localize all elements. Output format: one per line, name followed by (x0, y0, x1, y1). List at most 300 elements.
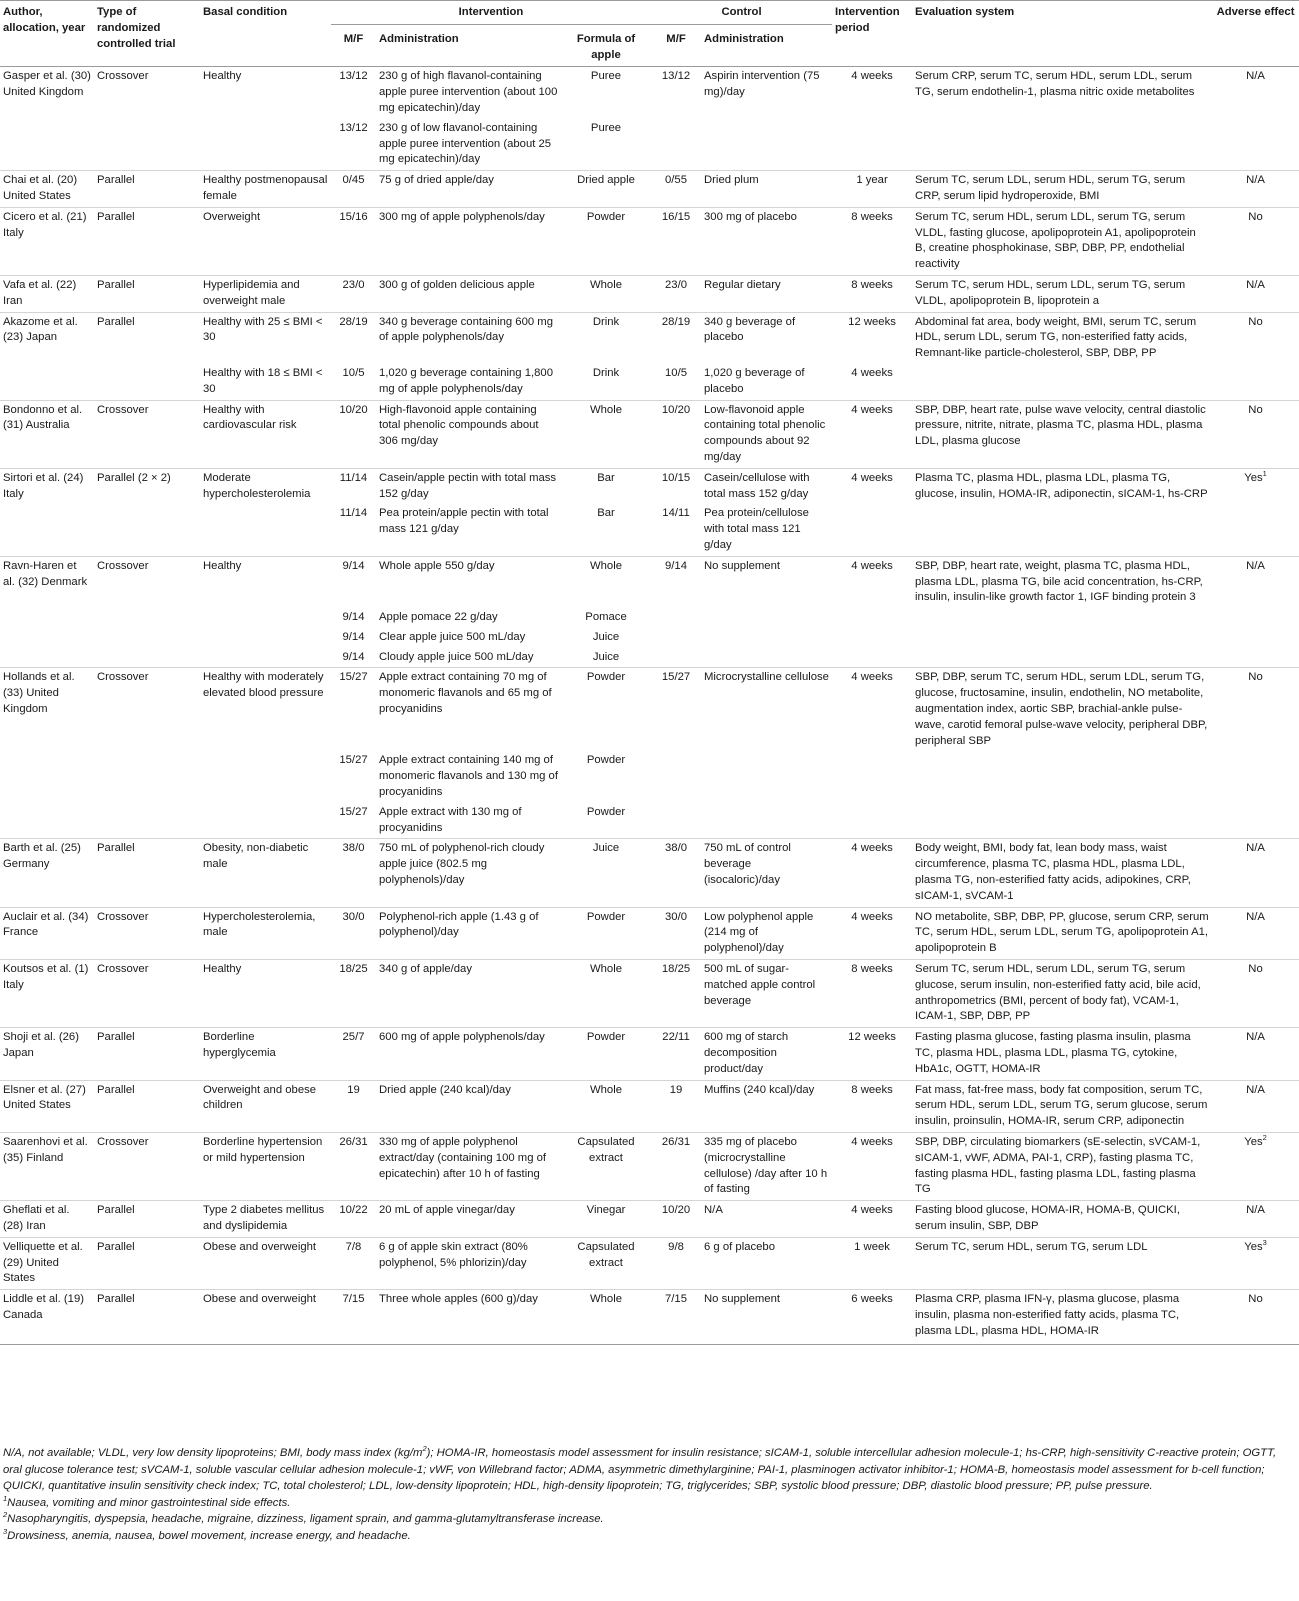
cell-control-administration-text: Dried plum (704, 174, 759, 187)
cell-control-administration (701, 468, 832, 504)
cell-evaluation-system (912, 907, 1212, 959)
table-row (0, 468, 1299, 504)
cell-adverse-effect (1212, 207, 1299, 275)
cell-evaluation-system-text: SBP, DBP, serum TC, serum HDL, serum LDL, serum TG, glucose, fructosamine, insulin, endothelin, NO metabolite, augmentation index, aortic SBP, brachial-ankle pulse-wave, carotid femoral pulse-wave velocity, peripheral DBP, peripheral SBP (915, 671, 1208, 747)
cell-intervention-mf-text: 10/20 (339, 403, 368, 416)
cell-intervention-mf-text: 15/27 (339, 754, 368, 767)
cell-formula-of-apple (561, 171, 651, 208)
cell-intervention-administration-text: Cloudy apple juice 500 mL/day (379, 650, 534, 663)
cell-evaluation-system-text: Body weight, BMI, body fat, lean body mass, waist circumference, plasma TC, plasma HDL, plasma LDL, plasma TG, non-esterified fatty acids, adipokines, CRP, sICAM-1, sVCAM-1 (915, 842, 1191, 902)
cell-intervention-period (832, 400, 912, 468)
cell-intervention-period (832, 1133, 912, 1201)
cell-intervention-mf-text: 9/14 (342, 559, 365, 572)
cell-control-mf-text: 16/15 (661, 210, 691, 223)
cell-evaluation-system (912, 556, 1212, 608)
cell-author (0, 275, 94, 312)
cell-intervention-administration-text: 1,020 g beverage containing 1,800 mg of apple polyphenols/day (379, 366, 553, 395)
table-row (0, 67, 1299, 119)
cell-evaluation-system-text: Serum TC, serum HDL, serum LDL, serum TG, serum glucose, serum insulin, non-esterified fatty acid, bile acid, anthropometrics (BMI, percent of body fat), VCAM-1, ICAM-1, SBP, DBP, PP (915, 963, 1201, 1023)
superscript-2: 2 (422, 1444, 427, 1454)
cell-author (0, 960, 94, 1028)
cell-intervention-administration-text: 230 g of high flavanol-containing apple puree intervention (about 100 mg epicatechin)/day (379, 70, 558, 114)
cell-intervention-administration-text: Three whole apples (600 g)/day (379, 1293, 538, 1306)
cell-control-administration (701, 504, 832, 556)
cell-formula-of-apple-text: Dried apple (577, 174, 635, 187)
cell-control-administration-text: Muffins (240 kcal)/day (704, 1083, 815, 1096)
cell-control-administration (701, 1028, 832, 1080)
table-row (0, 275, 1299, 312)
cell-evaluation-system (912, 960, 1212, 1028)
cell-intervention-period (832, 504, 912, 556)
cell-basal-condition-text: Healthy with 18 ≤ BMI < 30 (203, 366, 323, 395)
cell-intervention-administration-text: 6 g of apple skin extract (80% polyphenol, 5% phlorizin)/day (379, 1240, 528, 1269)
footnote-2 (3, 1511, 1298, 1528)
adverse-footnote-mark: 3 (1262, 1238, 1267, 1248)
cell-rct-type (94, 504, 200, 556)
cell-control-administration-text: N/A (704, 1204, 723, 1217)
cell-intervention-period (832, 1237, 912, 1289)
cell-author (0, 1080, 94, 1132)
cell-intervention-administration-text: 340 g of apple/day (379, 963, 472, 976)
cell-adverse-effect (1212, 648, 1299, 668)
cell-rct-type (94, 400, 200, 468)
table-row (0, 1028, 1299, 1080)
cell-intervention-mf-text: 38/0 (342, 842, 365, 855)
cell-author (0, 648, 94, 668)
cell-intervention-administration-text: 600 mg of apple polyphenols/day (379, 1031, 545, 1044)
cell-intervention-period-text: 8 weeks (851, 278, 893, 291)
cell-adverse-effect-text: No (1248, 210, 1263, 223)
footnote-text: Drowsiness, anemia, nausea, bowel movement, increase energy, and headache. (7, 1529, 411, 1542)
cell-evaluation-system (912, 400, 1212, 468)
table-row (0, 1133, 1299, 1201)
cell-control-administration (701, 1237, 832, 1289)
cell-intervention-mf-text: 11/14 (339, 471, 368, 484)
cell-adverse-effect (1212, 1201, 1299, 1238)
cell-adverse-effect-text: N/A (1246, 559, 1265, 572)
cell-intervention-period (832, 803, 912, 839)
cell-intervention-administration (376, 504, 561, 556)
cell-rct-type-text: Crossover (97, 70, 149, 83)
cell-intervention-mf-text: 28/19 (339, 315, 368, 328)
cell-evaluation-system-text: NO metabolite, SBP, DBP, PP, glucose, serum CRP, serum TC, serum HDL, serum LDL, serum TG, apolipoprotein A1, apolipoprotein B (915, 910, 1209, 955)
cell-author-text: Liddle et al. (19) Canada (3, 1293, 85, 1321)
cell-author (0, 556, 94, 608)
cell-basal-condition-text: Borderline hyperglycemia (203, 1031, 276, 1060)
cell-formula-of-apple (561, 1133, 651, 1201)
cell-intervention-period (832, 207, 912, 275)
cell-evaluation-system (912, 648, 1212, 668)
cell-intervention-mf-text: 15/27 (339, 805, 368, 818)
cell-intervention-administration (376, 364, 561, 400)
cell-formula-of-apple (561, 556, 651, 608)
table-row (0, 364, 1299, 400)
cell-basal-condition-text: Healthy (203, 963, 242, 976)
cell-rct-type-text: Parallel (97, 1293, 135, 1306)
cell-basal-condition (200, 1028, 331, 1080)
cell-control-mf (651, 751, 701, 802)
cell-control-mf-text: 22/11 (662, 1031, 690, 1044)
cell-intervention-mf (331, 504, 376, 556)
cell-intervention-administration (376, 1290, 561, 1344)
cell-formula-of-apple (561, 1290, 651, 1344)
cell-intervention-mf (331, 960, 376, 1028)
cell-intervention-mf-text: 15/27 (339, 671, 368, 684)
cell-intervention-period-text: 4 weeks (851, 559, 893, 572)
cell-intervention-mf-text: 9/14 (342, 630, 365, 643)
cell-control-administration (701, 400, 832, 468)
cell-control-mf (651, 960, 701, 1028)
cell-adverse-effect-text: N/A (1246, 174, 1265, 187)
cell-basal-condition-text: Healthy (203, 559, 242, 572)
cell-control-mf-text: 10/15 (661, 471, 691, 484)
cell-intervention-period (832, 1201, 912, 1238)
cell-adverse-effect (1212, 907, 1299, 959)
abbreviations-text-start: N/A, not available; VLDL, very low density lipoproteins; BMI, body mass index (kg/m (3, 1447, 423, 1459)
cell-formula-of-apple (561, 275, 651, 312)
cell-evaluation-system-text: SBP, DBP, circulating biomarkers (sE-selectin, sVCAM-1, sICAM-1, vWF, ADMA, PAI-1, CRP), fasting plasma TC, fasting plasma HDL, fasting plasma LDL, fasting plasma TG (915, 1136, 1201, 1196)
cell-control-administration (701, 171, 832, 208)
cell-intervention-administration-text: 340 g beverage containing 600 mg of apple polyphenols/day (379, 315, 553, 344)
cell-intervention-administration (376, 171, 561, 208)
cell-basal-condition-text: Hypercholesterolemia, male (203, 910, 316, 939)
cell-formula-of-apple-text: Puree (590, 70, 622, 83)
cell-control-administration (701, 67, 832, 119)
cell-rct-type (94, 608, 200, 628)
cell-formula-of-apple-text: Juice (592, 842, 620, 855)
cell-rct-type (94, 1201, 200, 1238)
cell-basal-condition-text: Overweight (203, 210, 261, 223)
cell-evaluation-system (912, 468, 1212, 504)
cell-intervention-period-text: 4 weeks (851, 70, 893, 83)
cell-evaluation-system (912, 1201, 1212, 1238)
cell-intervention-period (832, 556, 912, 608)
cell-intervention-mf (331, 67, 376, 119)
cell-adverse-effect (1212, 1080, 1299, 1132)
cell-control-administration (701, 312, 832, 364)
cell-formula-of-apple-text: Capsulated extract (577, 1136, 635, 1164)
cell-basal-condition (200, 803, 331, 839)
cell-intervention-period-text: 4 weeks (851, 1136, 893, 1148)
header-control-administration: Administration (701, 24, 832, 67)
cell-basal-condition-text: Obese and overweight (203, 1240, 317, 1253)
cell-intervention-administration-text: Pea protein/apple pectin with total mass 121 g/day (379, 507, 549, 536)
cell-evaluation-system (912, 803, 1212, 839)
cell-intervention-mf (331, 275, 376, 312)
cell-intervention-period (832, 1290, 912, 1344)
cell-adverse-effect (1212, 556, 1299, 608)
cell-intervention-administration (376, 1237, 561, 1289)
cell-control-mf (651, 504, 701, 556)
cell-intervention-administration (376, 1080, 561, 1132)
cell-adverse-effect-text: N/A (1246, 842, 1265, 855)
cell-basal-condition (200, 1133, 331, 1201)
cell-rct-type (94, 648, 200, 668)
cell-adverse-effect-text: Yes (1244, 1240, 1263, 1253)
cell-adverse-effect-text: N/A (1246, 278, 1265, 291)
cell-intervention-mf-text: 25/7 (342, 1031, 365, 1044)
header-intervention-mf: M/F (331, 24, 376, 67)
cell-control-administration-text: No supplement (704, 1293, 780, 1306)
cell-control-mf (651, 1028, 701, 1080)
cell-intervention-mf-text: 30/0 (342, 910, 365, 923)
cell-intervention-administration-text: Apple extract containing 140 mg of monomeric flavanols and 130 mg of procyanidins (379, 754, 558, 799)
cell-control-mf-text: 19 (669, 1083, 683, 1096)
cell-rct-type-text: Crossover (97, 910, 149, 923)
cell-formula-of-apple (561, 400, 651, 468)
cell-basal-condition (200, 648, 331, 668)
cell-rct-type-text: Crossover (97, 1136, 149, 1148)
cell-control-mf-text: 28/19 (661, 315, 691, 328)
cell-rct-type (94, 668, 200, 751)
cell-intervention-period-text: 4 weeks (851, 366, 893, 379)
adverse-footnote-mark: 1 (1262, 468, 1267, 478)
cell-formula-of-apple-text: Powder (586, 754, 626, 767)
cell-rct-type (94, 803, 200, 839)
header-intervention-group: Intervention (331, 1, 651, 25)
cell-intervention-mf-text: 15/16 (339, 210, 368, 223)
table-row (0, 1237, 1299, 1289)
cell-adverse-effect (1212, 67, 1299, 119)
cell-evaluation-system (912, 1080, 1212, 1132)
cell-basal-condition (200, 839, 331, 907)
cell-control-mf (651, 907, 701, 959)
cell-formula-of-apple (561, 839, 651, 907)
cell-adverse-effect (1212, 312, 1299, 364)
cell-intervention-administration-text: Apple extract with 130 mg of procyanidins (379, 805, 522, 834)
cell-formula-of-apple-text: Whole (589, 1083, 623, 1096)
cell-rct-type (94, 907, 200, 959)
table-row (0, 119, 1299, 171)
cell-control-mf-text: 9/8 (668, 1240, 684, 1253)
cell-author-text: Auclair et al. (34) France (3, 910, 89, 939)
cell-author (0, 504, 94, 556)
cell-intervention-administration-text: Apple extract containing 70 mg of monomeric flavanols and 65 mg of procyanidins (379, 671, 552, 716)
cell-intervention-mf-text: 7/15 (342, 1293, 365, 1306)
cell-intervention-mf (331, 1133, 376, 1201)
cell-intervention-mf (331, 119, 376, 171)
cell-control-mf-text: 30/0 (665, 910, 688, 923)
cell-author (0, 907, 94, 959)
cell-intervention-period (832, 1080, 912, 1132)
cell-adverse-effect (1212, 400, 1299, 468)
cell-rct-type (94, 1237, 200, 1289)
cell-formula-of-apple-text: Drink (592, 366, 620, 379)
cell-formula-of-apple-text: Puree (590, 121, 622, 134)
cell-basal-condition-text: Healthy postmenopausal female (203, 174, 328, 202)
cell-formula-of-apple-text: Powder (586, 671, 626, 684)
cell-rct-type (94, 275, 200, 312)
cell-intervention-administration (376, 468, 561, 504)
cell-intervention-period (832, 608, 912, 628)
cell-intervention-mf (331, 1237, 376, 1289)
table-row (0, 608, 1299, 628)
cell-control-administration (701, 960, 832, 1028)
cell-basal-condition (200, 67, 331, 119)
cell-control-mf (651, 628, 701, 648)
cell-basal-condition (200, 668, 331, 751)
cell-rct-type (94, 1028, 200, 1080)
cell-intervention-period (832, 960, 912, 1028)
cell-control-mf-text: 15/27 (661, 671, 691, 684)
cell-author (0, 1201, 94, 1238)
cell-intervention-mf (331, 400, 376, 468)
cell-rct-type (94, 839, 200, 907)
cell-control-mf-text: 9/14 (665, 559, 688, 572)
cell-control-mf (651, 556, 701, 608)
cell-formula-of-apple-text: Powder (586, 1031, 626, 1044)
cell-intervention-mf (331, 556, 376, 608)
cell-intervention-administration (376, 275, 561, 312)
cell-intervention-administration-text: Polyphenol-rich apple (1.43 g of polyphenol)/day (379, 910, 539, 939)
cell-author (0, 608, 94, 628)
table-row (0, 504, 1299, 556)
cell-control-administration (701, 119, 832, 171)
cell-author (0, 468, 94, 504)
cell-control-mf (651, 1290, 701, 1344)
cell-control-mf-text: 18/25 (661, 963, 691, 976)
cell-control-mf (651, 119, 701, 171)
cell-formula-of-apple (561, 907, 651, 959)
cell-intervention-period (832, 668, 912, 751)
table-row (0, 668, 1299, 751)
cell-basal-condition-text: Healthy with cardiovascular risk (203, 403, 297, 432)
cell-evaluation-system (912, 1133, 1212, 1201)
cell-author-text: Vafa et al. (22) Iran (3, 278, 77, 307)
cell-author (0, 67, 94, 119)
cell-intervention-administration (376, 1201, 561, 1238)
cell-basal-condition-text: Type 2 diabetes mellitus and dyslipidemia (203, 1204, 325, 1232)
cell-author (0, 1290, 94, 1344)
cell-intervention-administration-text: Casein/apple pectin with total mass 152 g/day (379, 471, 557, 500)
cell-intervention-administration-text: Apple pomace 22 g/day (379, 611, 498, 624)
cell-control-mf (651, 1133, 701, 1201)
cell-basal-condition (200, 1237, 331, 1289)
cell-intervention-period-text: 1 week (854, 1240, 890, 1253)
cell-intervention-mf (331, 468, 376, 504)
cell-intervention-period-text: 8 weeks (851, 963, 893, 976)
cell-formula-of-apple (561, 119, 651, 171)
cell-basal-condition (200, 275, 331, 312)
cell-intervention-mf-text: 13/12 (339, 121, 368, 134)
cell-formula-of-apple-text: Pomace (585, 611, 627, 624)
table-row (0, 400, 1299, 468)
cell-control-mf (651, 839, 701, 907)
cell-author-text: Gheflati et al. (28) Iran (3, 1204, 70, 1232)
cell-intervention-period (832, 648, 912, 668)
cell-intervention-administration (376, 556, 561, 608)
cell-basal-condition (200, 608, 331, 628)
cell-control-administration (701, 1133, 832, 1201)
cell-basal-condition-text: Obesity, non-diabetic male (203, 842, 309, 871)
cell-control-administration (701, 1080, 832, 1132)
cell-intervention-period-text: 4 weeks (851, 671, 893, 684)
cell-basal-condition (200, 1080, 331, 1132)
cell-control-mf (651, 364, 701, 400)
cell-intervention-mf (331, 608, 376, 628)
cell-control-administration-text: Casein/cellulose with total mass 152 g/day (704, 471, 810, 500)
cell-intervention-administration-text: 300 mg of apple polyphenols/day (379, 210, 545, 223)
cell-intervention-mf-text: 0/45 (342, 174, 365, 187)
cell-formula-of-apple-text: Vinegar (586, 1204, 626, 1217)
cell-formula-of-apple-text: Powder (586, 805, 626, 818)
footnote-mark: 2 (3, 1510, 8, 1520)
cell-intervention-mf (331, 312, 376, 364)
cell-intervention-administration (376, 1028, 561, 1080)
cell-author-text: Ravn-Haren et al. (32) Denmark (3, 559, 88, 588)
cell-intervention-period-text: 6 weeks (851, 1293, 893, 1306)
cell-rct-type-text: Crossover (97, 671, 149, 684)
cell-formula-of-apple-text: Whole (589, 963, 623, 976)
cell-intervention-administration (376, 751, 561, 802)
cell-author (0, 171, 94, 208)
cell-evaluation-system (912, 1237, 1212, 1289)
cell-evaluation-system-text: Serum CRP, serum TC, serum HDL, serum LDL, serum TG, serum endothelin-1, plasma nitric oxide metabolites (915, 70, 1195, 99)
cell-basal-condition (200, 751, 331, 802)
cell-intervention-mf-text: 10/5 (342, 366, 365, 379)
cell-intervention-mf (331, 751, 376, 802)
cell-evaluation-system-text: SBP, DBP, heart rate, pulse wave velocity, central diastolic pressure, nitrite, nitrate, plasma TC, plasma HDL, plasma LDL, plasma glucose (915, 403, 1206, 448)
cell-formula-of-apple (561, 648, 651, 668)
abbreviations-note (3, 1445, 1298, 1495)
cell-evaluation-system (912, 608, 1212, 628)
header-rct-type: Type of randomized controlled trial (94, 1, 200, 67)
cell-rct-type-text: Parallel (97, 1204, 135, 1217)
cell-evaluation-system (912, 668, 1212, 751)
table-row (0, 960, 1299, 1028)
cell-basal-condition (200, 1201, 331, 1238)
cell-basal-condition-text: Moderate hypercholesterolemia (203, 471, 311, 500)
cell-adverse-effect (1212, 839, 1299, 907)
cell-intervention-administration-text: 75 g of dried apple/day (379, 174, 494, 187)
footnote-1 (3, 1495, 1298, 1512)
cell-rct-type-text: Parallel (97, 210, 135, 223)
cell-author-text: Chai et al. (20) United States (3, 174, 78, 202)
cell-evaluation-system (912, 207, 1212, 275)
cell-control-administration-text: 335 mg of placebo (microcrystalline cellulose) /day after 10 h of fasting (704, 1136, 828, 1196)
table-row (0, 907, 1299, 959)
cell-control-mf-text: 13/12 (661, 70, 691, 83)
cell-control-mf (651, 1237, 701, 1289)
cell-adverse-effect-text: No (1248, 1293, 1263, 1306)
cell-control-mf-text: 0/55 (665, 174, 688, 187)
cell-formula-of-apple-text: Capsulated extract (577, 1240, 635, 1269)
header-author: Author, allocation, year (0, 1, 94, 67)
cell-basal-condition (200, 504, 331, 556)
cell-adverse-effect-text: Yes (1244, 1136, 1263, 1148)
cell-basal-condition (200, 207, 331, 275)
cell-adverse-effect-text: N/A (1246, 70, 1265, 83)
cell-basal-condition-text: Borderline hypertension or mild hypertension (203, 1136, 323, 1164)
cell-evaluation-system (912, 1028, 1212, 1080)
cell-intervention-mf-text: 23/0 (342, 278, 365, 291)
cell-rct-type (94, 119, 200, 171)
cell-author (0, 1028, 94, 1080)
cell-formula-of-apple-text: Juice (592, 650, 620, 663)
cell-formula-of-apple (561, 1028, 651, 1080)
cell-formula-of-apple (561, 468, 651, 504)
cell-intervention-period-text: 12 weeks (848, 315, 896, 328)
cell-control-mf (651, 608, 701, 628)
cell-evaluation-system-text: SBP, DBP, heart rate, weight, plasma TC, plasma HDL, plasma LDL, plasma TG, bile acid concentration, hs-CRP, insulin, insulin-like growth factor 1, IGF binding protein 3 (915, 559, 1203, 604)
cell-rct-type (94, 1080, 200, 1132)
cell-adverse-effect (1212, 468, 1299, 504)
cell-control-administration (701, 1290, 832, 1344)
cell-rct-type (94, 207, 200, 275)
cell-adverse-effect-text: N/A (1246, 1031, 1265, 1044)
cell-author (0, 1237, 94, 1289)
cell-author-text: Saarenhovi et al. (35) Finland (3, 1136, 88, 1164)
